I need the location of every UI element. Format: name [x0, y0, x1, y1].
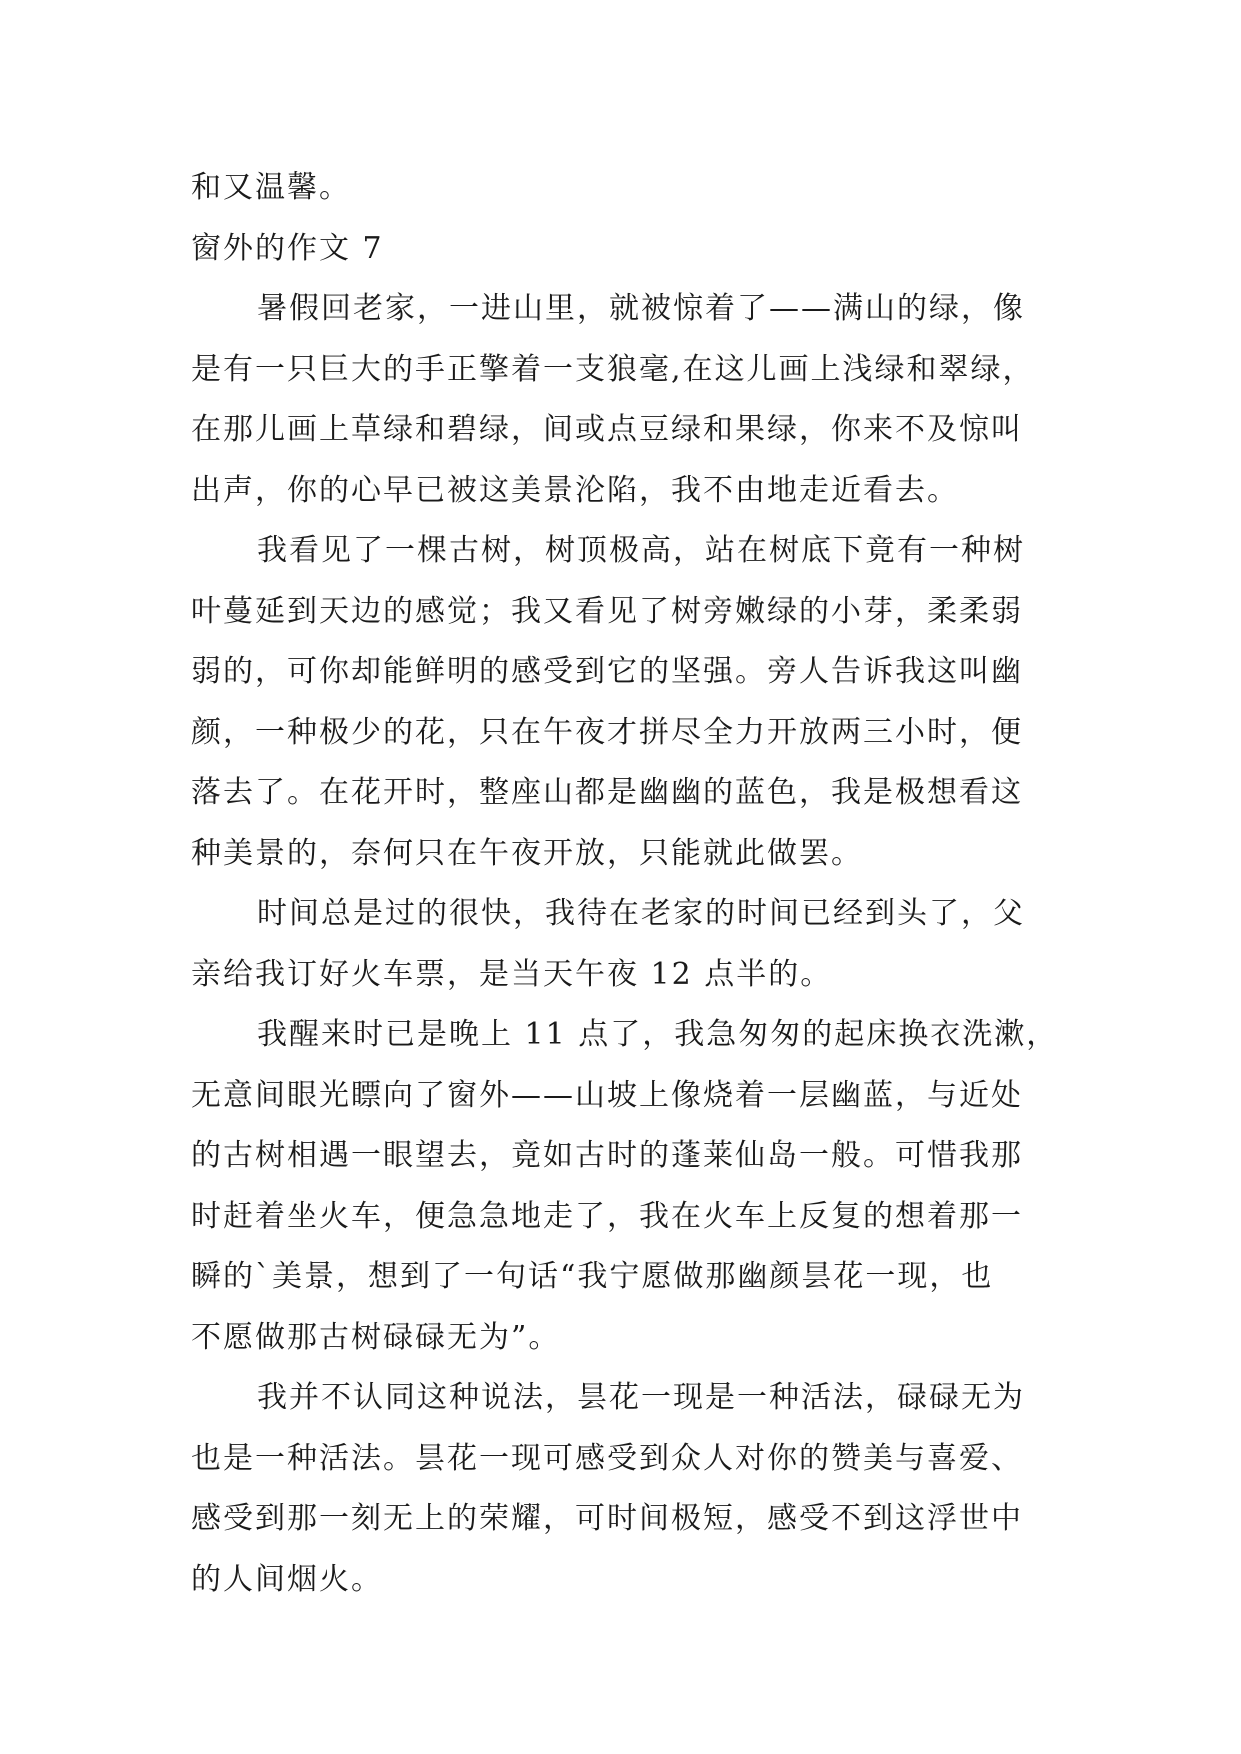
text-line: 时间总是过的很快，我待在老家的时间已经到头了，父 [257, 896, 1025, 931]
text-line: 的人间烟火。 [191, 1561, 383, 1597]
text-line: 叶蔓延到天边的感觉；我又看见了树旁嫩绿的小芽，柔柔弱 [191, 593, 1023, 629]
text-line: 感受到那一刻无上的荣耀，可时间极短，感受不到这浮世中 [191, 1501, 1023, 1536]
text-line: 弱的，可你却能鲜明的感受到它的坚强。旁人告诉我这叫幽 [191, 654, 1023, 689]
section-title: 窗外的作文 7 [191, 230, 384, 266]
text-line: 暑假回老家，一进山里，就被惊着了——满山的绿，像 [257, 291, 1025, 326]
text-line: 无意间眼光瞟向了窗外——山坡上像烧着一层幽蓝，与近处 [191, 1077, 1023, 1113]
text-line: 落去了。在花开时，整座山都是幽幽的蓝色，我是极想看这 [191, 775, 1023, 810]
text-line: 在那儿画上草绿和碧绿，间或点豆绿和果绿，你来不及惊叫 [191, 412, 1023, 447]
text-line: 种美景的，奈何只在午夜开放，只能就此做罢。 [191, 835, 863, 871]
text-line: 是有一只巨大的手正擎着一支狼毫,在这儿画上浅绿和翠绿， [191, 351, 1035, 387]
text-line: 瞬的`美景，想到了一句话“我宁愿做那幽颜昙花一现，也 [191, 1259, 994, 1294]
text-line: 不愿做那古树碌碌无为”。 [191, 1319, 561, 1355]
text-line: 时赶着坐火车，便急急地走了，我在火车上反复的想着那一 [191, 1198, 1023, 1234]
text-line: 颜，一种极少的花，只在午夜才拼尽全力开放两三小时，便 [191, 714, 1023, 750]
text-line: 我醒来时已是晚上 11 点了，我急匆匆的起床换衣洗漱， [257, 1017, 1059, 1052]
text-line: 我看见了一棵古树，树顶极高，站在树底下竟有一种树 [257, 533, 1025, 568]
document-body [191, 158, 1059, 1610]
text-line: 也是一种活法。昙花一现可感受到众人对你的赞美与喜爱、 [191, 1440, 1023, 1476]
text-line: 的古树相遇一眼望去，竟如古时的蓬莱仙岛一般。可惜我那 [191, 1138, 1023, 1173]
text-line: 和又温馨。 [191, 170, 351, 205]
text-line: 出声，你的心早已被这美景沦陷，我不由地走近看去。 [191, 472, 959, 508]
text-line: 我并不认同这种说法，昙花一现是一种活法，碌碌无为 [257, 1380, 1025, 1415]
text-line: 亲给我订好火车票，是当天午夜 12 点半的。 [191, 956, 833, 992]
